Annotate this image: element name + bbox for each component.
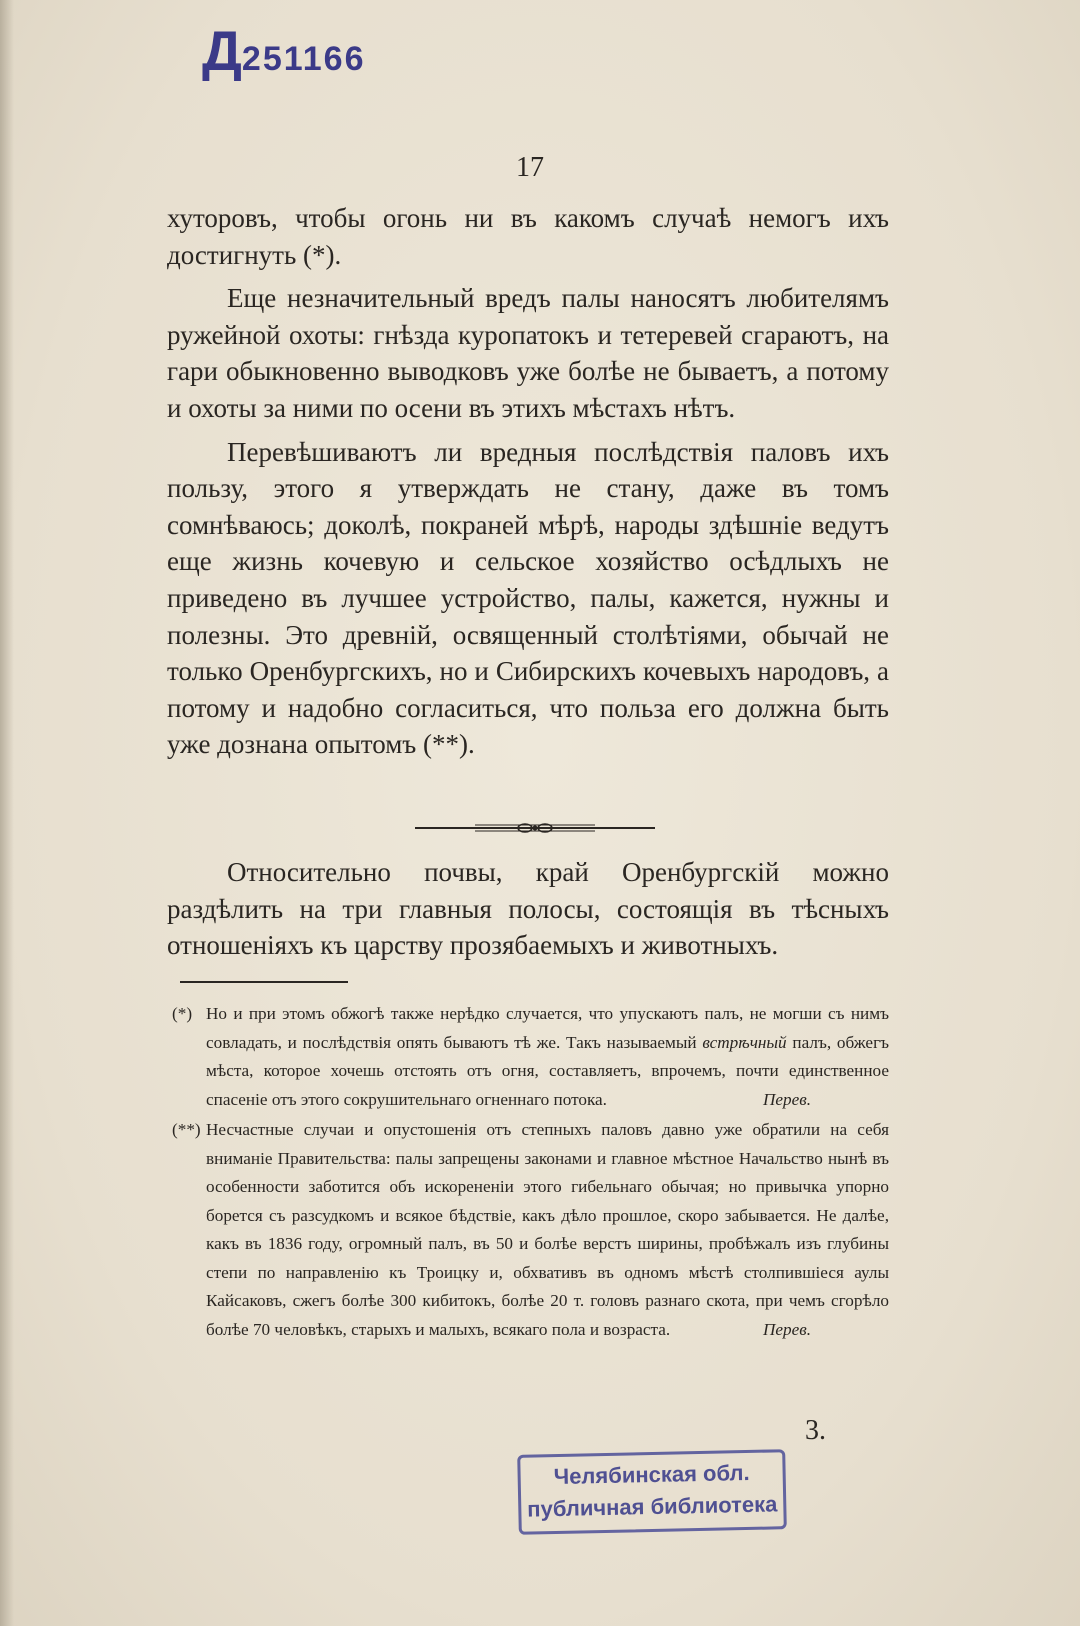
footnote-1-signature: Перев. [762, 1089, 811, 1109]
footnote-1-italic: встрѣчный [702, 1032, 787, 1052]
library-stamp-line-1: Челябинская обл. [553, 1459, 750, 1490]
library-stamp-line-2: публичная библиотека [527, 1491, 778, 1522]
footnote-2-text: Несчастные случаи и опустошенія отъ степныхъ паловъ давно уже обратили на себя вниманіе Правительства: палы запрещены законами и главное мѣстное Начальство нынѣ въ особенности заботится объ искорененіи этого гибельнаго обычая; но привычка упорно борется съ разсудкомъ и всякое бѣдствіе, какъ дѣло прошлое, скоро забывается. Не далѣе, какъ въ 1836 году, огромный палъ, въ 50 и болѣе верстъ ширины, пробѣжалъ изъ глубины степи по направленію къ Троицку и, обхвативъ въ одномъ мѣстѣ столпившіеся аулы Кайсаковъ, сжегъ болѣе 300 кибитокъ, болѣе 20 т. головъ разнаго скота, при чемъ сгорѣло болѣе 70 человѣкъ, старыхъ и малыхъ, всякаго пола и возраста. [206, 1120, 889, 1339]
inventory-letter: Д [202, 19, 242, 82]
footnote-1 [172, 1000, 889, 1114]
paragraph-1: хуторовъ, чтобы огонь ни въ какомъ случаѣ немогъ ихъ достигнуть (*). [167, 203, 889, 270]
footnote-rule [180, 981, 348, 983]
footnote-1-text-a: Но и при этомъ обжогѣ также нерѣдко случается, что упускаютъ палъ, не могши съ нимъ совладать, и послѣдствія опять бываютъ тѣ же. Такъ называемый [206, 1004, 889, 1052]
footnote-1-text-b: палъ, обжегъ мѣста, которое хочешь отстоять отъ огня, составляетъ, впрочемъ, почти единственное спасеніе отъ этого сокрушительнаго огненнаго потока. [206, 1032, 889, 1109]
footnote-2-signature: Перев. [762, 1319, 811, 1339]
footnotes [172, 1000, 889, 1346]
page-edge-shadow [0, 0, 14, 1626]
footnote-2-mark: (**) [172, 1120, 201, 1139]
page-number: 17 [516, 152, 544, 183]
library-stamp [517, 1449, 787, 1535]
section-text [167, 854, 889, 964]
paragraph-2: Еще незначительный вредъ палы наносятъ любителямъ ружейной охоты: гнѣзда куропатокъ и тетеревей сгараютъ, на гари обыкновенно выводковъ уже болѣе не бываетъ, а потому и охоты за ними по осени въ этихъ мѣстахъ нѣтъ. [167, 283, 889, 423]
section-paragraph: Относительно почвы, край Оренбургскій можно раздѣлить на три главныя полосы, состоящія въ тѣсныхъ отношеніяхъ къ царству прозябаемыхъ и животныхъ. [167, 857, 889, 961]
inventory-stamp [202, 18, 366, 83]
footnote-1-mark: (*) [172, 1004, 193, 1023]
ornamental-divider [415, 822, 655, 834]
paragraph-3: Перевѣшиваютъ ли вредныя послѣдствія паловъ ихъ пользу, этого я утверждать не стану, даже въ томъ сомнѣваюсь; доколѣ, покраней мѣрѣ, народы здѣшніе ведутъ еще жизнь кочевую и сельское хозяйство осѣдлыхъ не приведено въ лучшее устройство, палы, кажется, нужны и полезны. Это древній, освященный столѣтіями, обычай не только Оренбургскихъ, но и Сибирскихъ кочевыхъ народовъ, а потому и надобно согласиться, что польза его должна быть уже дознана опытомъ (**). [167, 436, 889, 760]
signature-mark: 3. [805, 1415, 826, 1446]
inventory-number: 251166 [241, 40, 366, 78]
footnote-2 [172, 1116, 889, 1344]
main-text [167, 200, 889, 763]
